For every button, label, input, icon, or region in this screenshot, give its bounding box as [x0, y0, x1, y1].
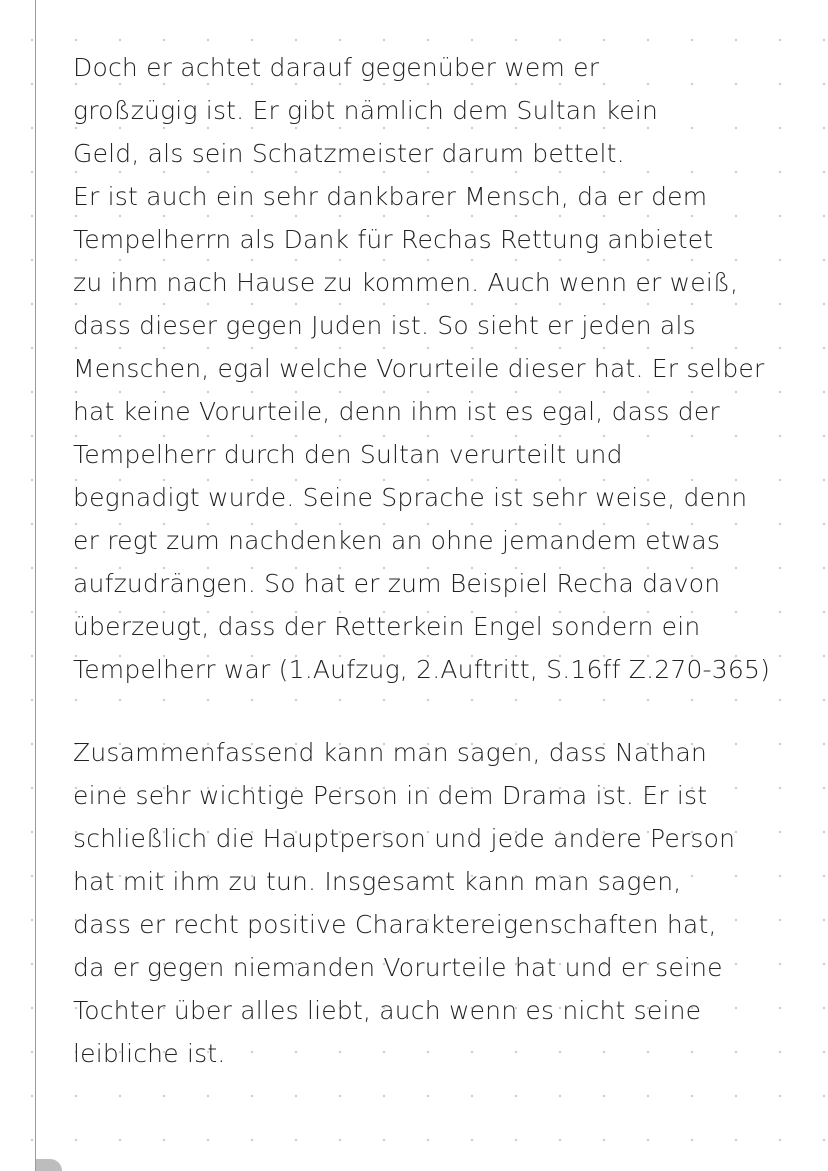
text-line: aufzudrängen. So hat er zum Beispiel Recha davon	[73, 569, 721, 598]
text-line: großzügig ist. Er gibt nämlich dem Sultan kein	[73, 96, 659, 125]
text-line: dass er recht positive Charaktereigenschaften hat,	[73, 910, 717, 939]
text-line: begnadigt wurde. Seine Sprache ist sehr weise, denn	[73, 483, 748, 512]
text-line: Zusammenfassend kann man sagen, dass Nathan	[73, 738, 708, 767]
text-line: Doch er achtet darauf gegenüber wem er	[73, 53, 600, 82]
text-line: schließlich die Hauptperson und jede andere Person	[73, 824, 736, 853]
text-line: Er ist auch ein sehr dankbarer Mensch, da er dem	[73, 182, 708, 211]
text-line: Tempelherr war (1.Aufzug, 2.Auftritt, S.16ff Z.270-365)	[73, 655, 771, 684]
text-line: Menschen, egal welche Vorurteile dieser hat. Er selber	[73, 354, 765, 383]
text-line: da er gegen niemanden Vorurteile hat und er seine	[73, 953, 723, 982]
page-corner-shadow	[36, 1159, 62, 1171]
text-line: eine sehr wichtige Person in dem Drama ist. Er ist	[73, 781, 708, 810]
text-line: überzeugt, dass der Retterkein Engel sondern ein	[73, 612, 701, 641]
text-line: zu ihm nach Hause zu kommen. Auch wenn er weiß,	[73, 268, 739, 297]
text-line: Tempelherrn als Dank für Rechas Rettung anbietet	[73, 225, 714, 254]
text-line: Geld, als sein Schatzmeister darum bettelt.	[73, 139, 625, 168]
page-margin-line	[35, 0, 36, 1171]
text-line: Tochter über alles liebt, auch wenn es nicht seine	[73, 996, 702, 1025]
text-line: dass dieser gegen Juden ist. So sieht er jeden als	[73, 311, 696, 340]
paragraph-conclusion	[73, 731, 793, 1075]
paragraph-character-analysis	[73, 46, 793, 691]
text-line: hat mit ihm zu tun. Insgesamt kann man sagen,	[73, 867, 682, 896]
text-line: hat keine Vorurteile, denn ihm ist es egal, dass der	[73, 397, 720, 426]
text-line: er regt zum nachdenken an ohne jemandem etwas	[73, 526, 721, 555]
text-line: leibliche ist.	[73, 1039, 226, 1068]
text-line: Tempelherr durch den Sultan verurteilt und	[73, 440, 623, 469]
